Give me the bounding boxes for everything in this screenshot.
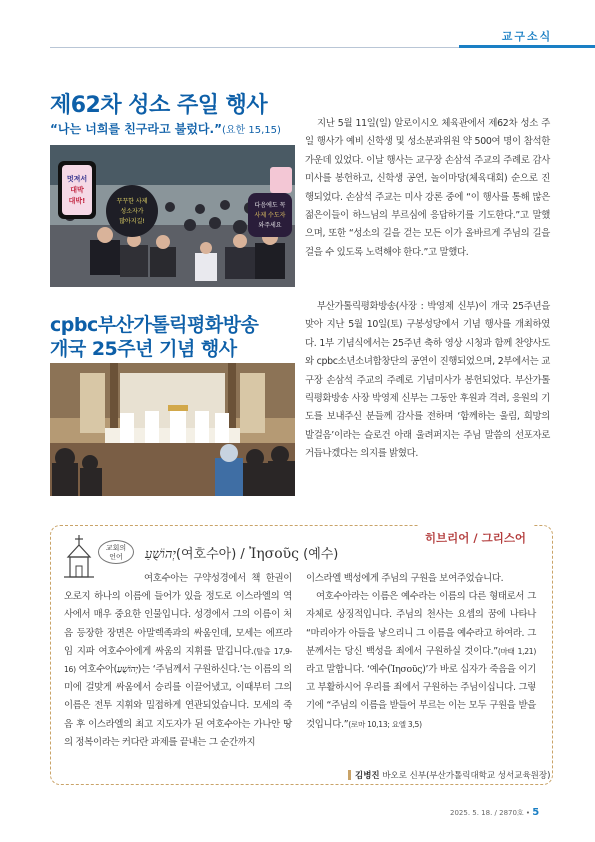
bcol2-p4: )’가 바로 십자가 죽음을 이기고 부활하시어 우리를 죄에서 구원하는 주님이십니다. 그렇기에 “주님의 이름을 받들어 부르는 이는 모두 구원을 받을 것입니다.” [306,664,536,730]
header-tab-underline [459,45,595,48]
article2-title-line1: cpbc부산가톨릭평화방송 [50,314,259,336]
author-name: 김병진 [355,771,380,781]
bcol2-ref1: (마태 1,21) [497,646,536,656]
bcol1-p2: 여호수아( [75,664,117,676]
bcol1-hebrew: יְהוֹשֻׁעַ [116,664,138,676]
anniversary-mass-photo [50,363,295,496]
svg-text:다음에도 꼭: 다음에도 꼭 [254,202,286,209]
bible-column-2 [306,570,536,734]
footer-date-issue: 2025. 5. 18. / 2870호 • [450,809,531,817]
bcol2-greek: Ἰησοῦς [390,664,423,676]
bcol2-p2: 여호수아라는 이름은 예수라는 이름의 다른 형태로서 그 자체로 상징적입니다. 주님의 천사는 요셉의 꿈에 나타나 “마리아가 아들을 낳으리니 그 이름을 예수라고 하여라. 그분께서는 당신 백성을 죄에서 구원하실 것이다.” [306,591,536,657]
bible-column-1 [64,570,292,752]
article2-title-line2: 개국 25주년 기념 행사 [50,338,237,360]
bcol1-p1: 여호수아는 구약성경에서 책 한권이 오로지 하나의 이름에 들어가 있을 정도로 이스라엘의 역사에서 매우 중요한 인물입니다. 성경에서 그의 이름이 처음 등장한 장면은 아말렉족과의 싸움인데, 모세는 에프라임 지파 여호수아에게 싸움의 지휘를 맡깁니다. [64,573,292,657]
author-credit [355,769,550,781]
author-title: 바오로 신부(부산가톨릭대학교 성서교육원장) [379,771,551,781]
bcol1-ref1: (탈출 17,9-16) [64,646,292,675]
svg-text:와주세요: 와주세요 [258,222,282,229]
page-footer [450,807,539,818]
bcol2-p1: 이스라엘 백성에게 주님의 구원을 보여주었습니다. [306,573,504,584]
church-language-bubble [98,540,134,564]
bcol1-p3: )는 ‘주님께서 구원하신다.’는 이름의 의미에 걸맞게 싸움에서 승리를 이끌어냈고, 이때부터 그의 이름은 전투 지휘와 밀접하게 연관되었습니다. 모세의 죽음 후 이스라엘의 최고 지도자가 된 여호수아는 가나안 땅의 정복이라는 커다란 과제를 끝내는 그 순간까지 [64,664,292,748]
article1-photo [50,145,295,287]
bubble-line2: 언어 [109,552,123,561]
bcol2-p3: 라고 말합니다. ‘예수( [306,664,391,676]
svg-text:많아지길!: 많아지길! [119,218,145,225]
article2-photo [50,363,295,496]
term-greek: Ἰησοῦς [248,546,299,562]
svg-text:사제 수도자: 사제 수도자 [254,212,286,219]
article2-title [50,313,258,361]
bcol2-para2 [306,588,536,734]
svg-text:멋져서: 멋져서 [66,175,88,183]
term-heading [145,543,338,562]
article2-body: 부산가톨릭평화방송(사장 : 박영제 신부)이 개국 25주년을 맞아 지난 5월 10일(토) 구봉성당에서 기념 행사를 개최하였다. 1부 기념식에서는 25주년 축하 영상 시청과 함께 찬양사도와 cpbc소년소녀합창단의 공연이 진행되었으며, 2부에서는 교구장 손삼석 주교의 주례로 기념미사가 봉헌되었다. 부산가톨릭평화방송 사장 박영제 신부는 그동안 후원과 격려, 응원의 기도를 보내주신 분들께 감사를 전하며 ‘함께하는 울림, 희망의 발걸음’이라는 슬로건 아래 울려퍼지는 주님 말씀의 선포자로 거듭나겠다는 의지를 밝혔다. [305,301,550,460]
article1-quote-ref: (요한 15,15) [221,125,281,136]
language-badge: 히브리어 / 그리스어 [418,525,533,551]
article1-subtitle [50,120,281,137]
vocation-sunday-photo [50,145,295,287]
svg-text:성소자가: 성소자가 [120,208,144,215]
term-korean: (여호수아) / [175,547,249,562]
article1-quote: “나는 너희를 친구라고 불렀다.” [50,122,222,136]
author-marker [348,770,351,780]
section-label: 교구소식 [501,30,553,43]
svg-text:꾸꾸한 사제: 꾸꾸한 사제 [116,198,148,205]
term-korean2: (예수) [298,547,339,562]
svg-text:대박: 대박 [70,186,84,194]
bcol2-ref2: (로마 10,13; 요엘 3,5) [348,719,422,729]
bubble-line1: 교회의 [105,544,127,552]
term-hebrew: יְהוֹשֻׁעַ [145,547,176,562]
article1-title: 제62차 성소 주일 행사 [50,93,268,118]
page-number: 5 [532,807,540,818]
article1-body: 지난 5월 11일(일) 알로이시오 체육관에서 제62차 성소 주일 행사가 예비 신학생 및 성소분과위원 약 500여 명이 참석한 가운데 있었다. 이날 행사는 교구장 손삼석 주교의 주례로 감사미사를 봉헌하고, 신학생 공연, 놀이마당(체육대회) 순으로 진행되었다. 손삼석 주교는 미사 강론 중에 “이 행사를 통해 많은 젊은이들이 하느님의 부르심에 응답하기를 기도한다.”고 말했으며, 또한 “성소의 길을 걷는 모든 이가 올바르게 주님의 길을 걸을 수 있도록 노력해야 한다.”고 말했다. [305,118,550,258]
svg-text:대박!: 대박! [68,197,86,205]
